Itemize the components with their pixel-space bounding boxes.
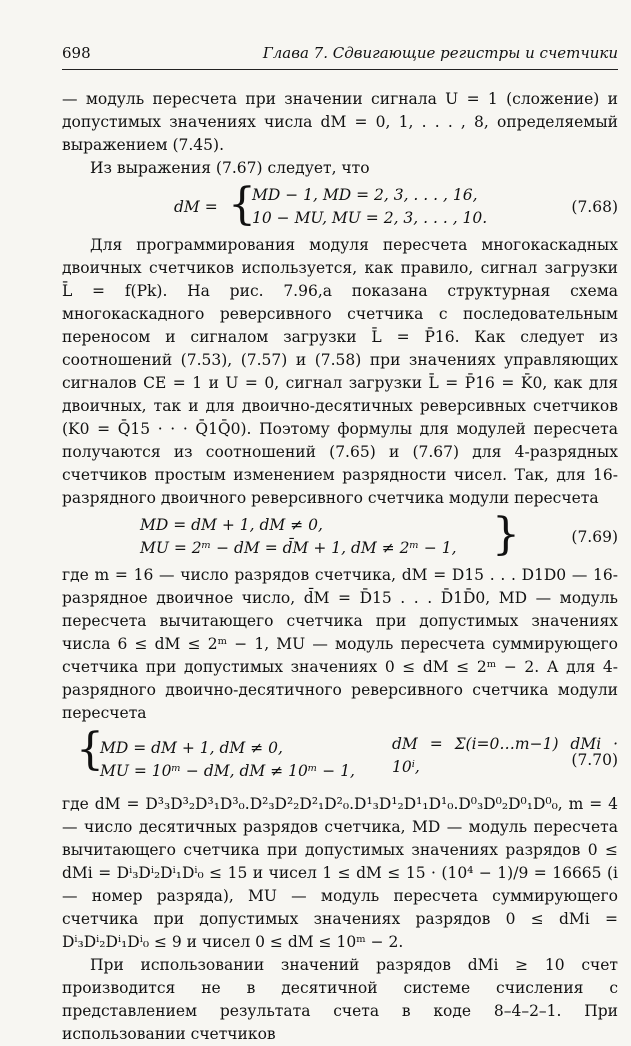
page-body <box>62 88 618 1046</box>
paragraph-2: Из выражения (7.67) следует, что <box>90 159 370 177</box>
running-header <box>62 44 618 68</box>
eq770-line2: MU = 10ᵐ − dM, dM ≠ 10ᵐ − 1, <box>100 762 355 780</box>
paragraph-5: где dM = D³₃D³₂D³₁D³₀.D²₃D²₂D²₁D²₀.D¹₃D¹₂D¹₁D¹₀.D⁰₃D⁰₂D⁰₁D⁰₀, m = 4 — число десятичных разрядов счетчика, MD — модуль пересчета вычитающего счетчика при допустимых значениях разрядов 0 ≤ dMi = Dⁱ₃Dⁱ₂Dⁱ₁Dⁱ₀ ≤ 15 и чисел 1 ≤ dM ≤ 15 · (10⁴ − 1)/9 = 16665 (i — номер разряда), MU — модуль пересчета суммирующего счетчика при допустимых значениях разрядов 0 ≤ dMi = Dⁱ₃Dⁱ₂Dⁱ₁Dⁱ₀ ≤ 9 и чисел 0 ≤ dM ≤ 10ᵐ − 2. <box>62 795 618 951</box>
eq768-number: (7.68) <box>571 198 618 216</box>
eq769-line1: MD = dM + 1, dM ≠ 0, <box>140 516 323 534</box>
eq770-line1: MD = dM + 1, dM ≠ 0, <box>100 739 283 757</box>
paragraph-3: Для программирования модуля пересчета многокаскадных двоичных счетчиков используется, как правило, сигнал загрузки L̄ = f(Pk). На рис. 7.96,а показана структурная схема многокаскадного реверсивного счетчика с последовательным переносом и сигналом загрузки L̄ = P̄16. Как следует из соотношений (7.53), (7.57) и (7.58) при значениях управляющих сигналов CE = 1 и U = 0, сигнал загрузки L̄ = P̄16 = K̄0, как для двоичных, так и для двоично-десятичных реверсивных счетчиков (K0 = Q̄15 · · · Q̄1Q̄0). Поэтому формулы для модулей пересчета получаются из соотношений (7.65) и (7.67) для 4-разрядных счетчиков простым изменением разрядности чисел. Так, для 16-разрядного двоичного реверсивного счетчика модули пересчета <box>62 236 618 507</box>
eq769-line2: MU = 2ᵐ − dM = d̄M + 1, dM ≠ 2ᵐ − 1, <box>140 539 457 557</box>
eq768-lhs: dM = <box>174 198 218 216</box>
equation-7-68 <box>62 179 618 230</box>
left-brace: { <box>76 724 104 775</box>
chapter-title: Глава 7. Сдвигающие регистры и счетчики <box>262 44 618 62</box>
eq769-number: (7.69) <box>571 528 618 546</box>
paragraph-6: При использовании значений разрядов dMi ≥ 10 счет производится не в десятичной системе счисления с представлением результата счета в коде 8–4–2–1. При использовании счетчиков <box>62 956 618 1043</box>
eq770-sum: dM = Σ(i=0…m−1) dMi · 10ⁱ, <box>392 735 618 776</box>
left-brace: { <box>228 179 256 230</box>
eq768-line2: 10 − MU, MU = 2, 3, . . . , 10. <box>252 209 488 227</box>
equation-7-69 <box>62 509 618 560</box>
right-brace: } <box>492 509 520 560</box>
eq768-line1: MD − 1, MD = 2, 3, . . . , 16, <box>252 186 478 204</box>
paragraph-4: где m = 16 — число разрядов счетчика, dM = D15 . . . D1D0 — 16-разрядное двоичное число, d̄M = D̄15 . . . D̄1D̄0, MD — модуль пересчета вычитающего счетчика при допустимых значениях числа 6 ≤ dM ≤ 2ᵐ − 1, MU — модуль пересчета суммирующего счетчика при допустимых значениях 0 ≤ dM ≤ 2ᵐ − 2. А для 4-разрядного двоично-десятичного реверсивного счетчика модули пересчета <box>62 566 618 722</box>
paragraph-1: — модуль пересчета при значении сигнала U = 1 (сложение) и допустимых значениях числа dM = 0, 1, . . . , 8, определяемый выражением (7.45). <box>62 90 618 154</box>
page-number: 698 <box>62 44 91 62</box>
eq770-number: (7.70) <box>571 751 618 769</box>
equation-7-70 <box>62 724 618 789</box>
header-rule <box>62 69 618 70</box>
